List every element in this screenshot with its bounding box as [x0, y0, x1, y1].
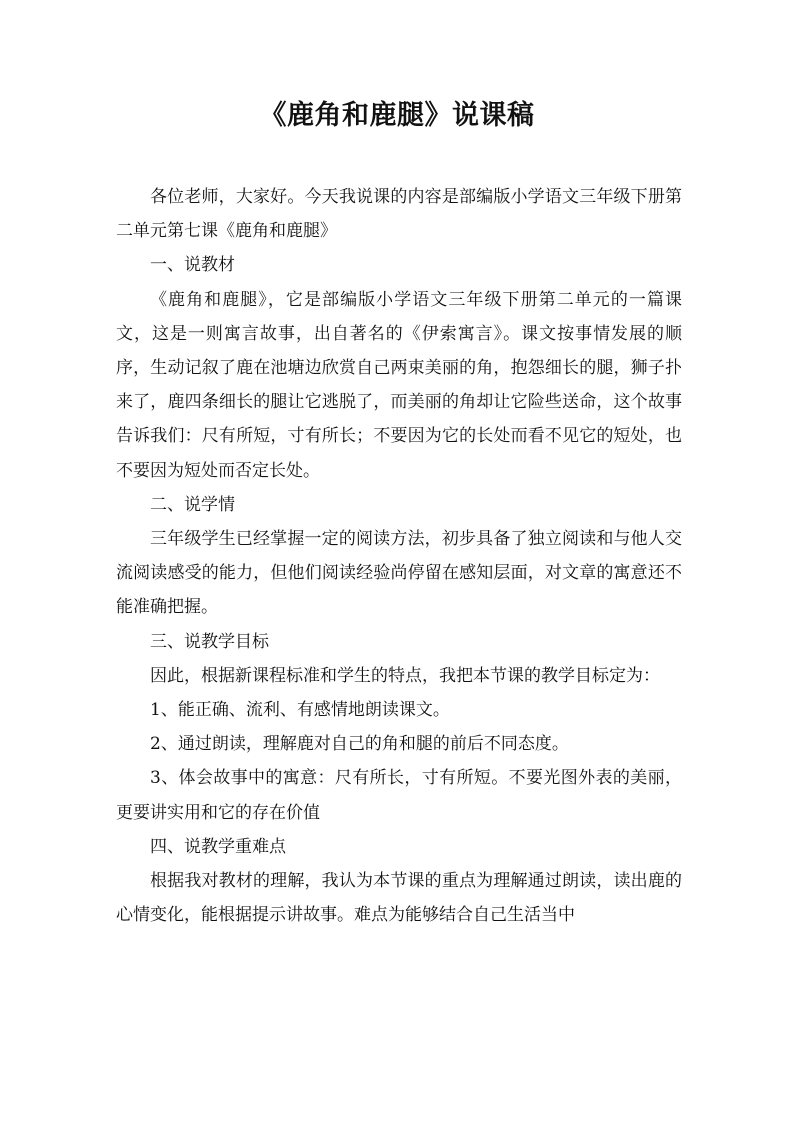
heading-students: 二、说学情 — [150, 494, 235, 515]
paragraph-key-points: 根据我对教材的理解，我认为本节课的重点为理解通过朗读，读出鹿的心情变化，能根据提示讲故事。难点为能够结合自己生活当中 — [116, 871, 682, 926]
objective-item-2: 2、通过朗读，理解鹿对自己的角和腿的前后不同态度。 — [150, 734, 569, 755]
document-title: 《鹿角和鹿腿》说课稿 — [259, 100, 535, 131]
heading-key-points: 四、说教学重难点 — [150, 836, 286, 857]
objective-item-1: 1、能正确、流利、有感情地朗读课文。 — [150, 700, 450, 721]
paragraph-intro: 各位老师，大家好。今天我说课的内容是部编版小学语文三年级下册第二单元第七课《鹿角和鹿腿》 — [116, 187, 682, 242]
heading-objectives: 三、说教学目标 — [150, 631, 269, 652]
paragraph-textbook: 《鹿角和鹿腿》，它是部编版小学语文三年级下册第二单元的一篇课文，这是一则寓言故事，出自著名的《伊索寓言》。课文按事情发展的顺序，生动记叙了鹿在池塘边欣赏自己两束美丽的角，抱怨细长的腿，狮子扑来了，鹿四条细长的腿让它逃脱了，而美丽的角却让它险些送命，这个故事告诉我们：尺有所短，寸有所长；不要因为它的长处而看不见它的短处，也不要因为短处而否定长处。 — [116, 289, 682, 481]
paragraph-students: 三年级学生已经掌握一定的阅读方法，初步具备了独立阅读和与他人交流阅读感受的能力，但他们阅读经验尚停留在感知层面，对文章的寓意还不能准确把握。 — [116, 529, 682, 618]
heading-textbook: 一、说教材 — [150, 255, 235, 276]
objective-item-3: 3、体会故事中的寓意：尺有所长，寸有所短。不要光图外表的美丽，更要讲实用和它的存在价值 — [116, 768, 682, 823]
document-body — [116, 180, 682, 932]
paragraph-objectives-intro: 因此，根据新课程标准和学生的特点，我把本节课的教学目标定为： — [150, 665, 660, 686]
